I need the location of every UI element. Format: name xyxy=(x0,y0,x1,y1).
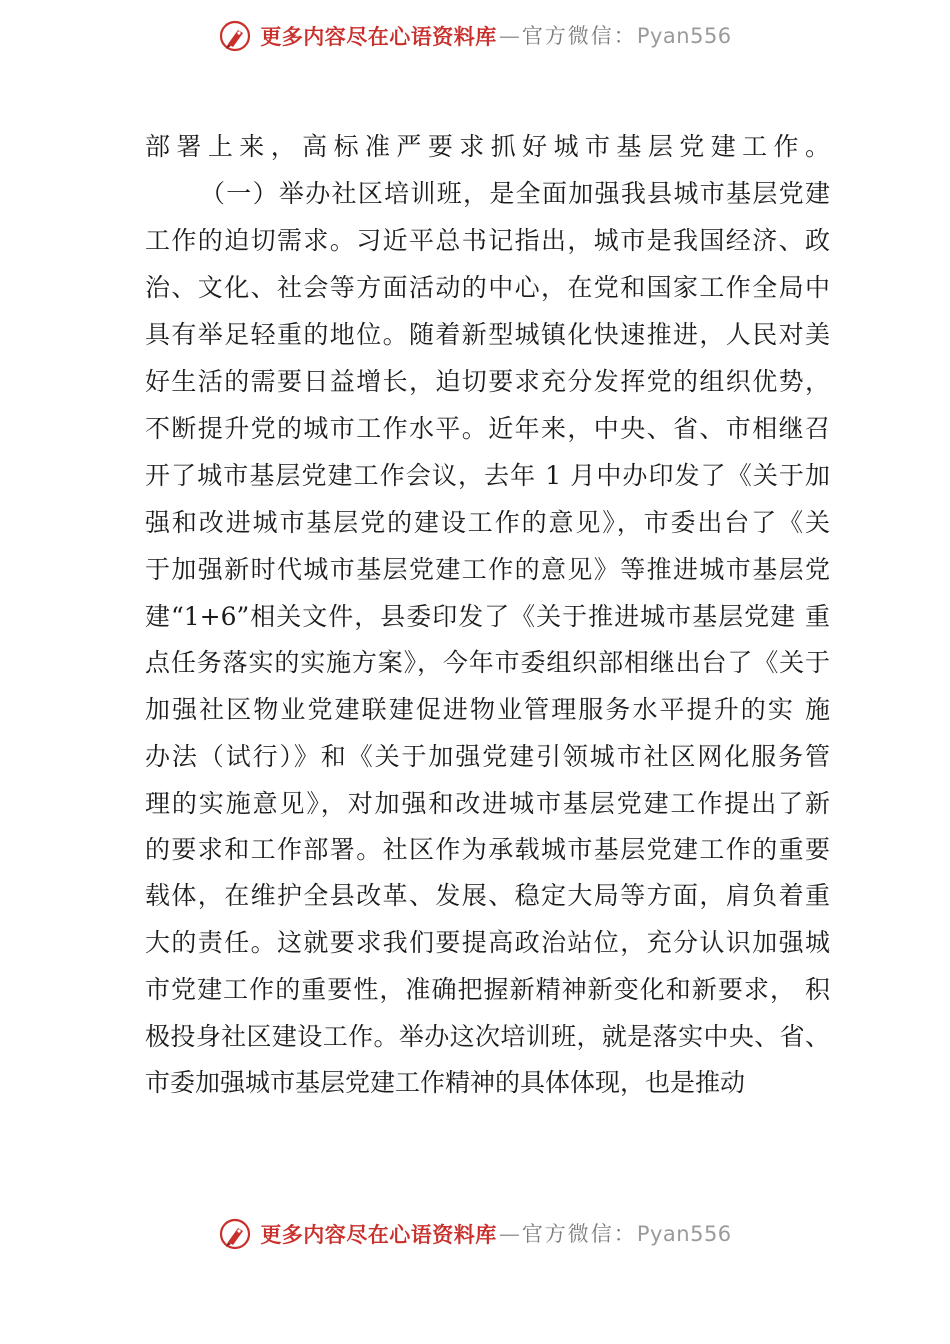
text-line: 理的实施意见》，对加强和改进城市基层党建工作提出了新 xyxy=(145,789,830,818)
text-line: 载体，在维护全县改革、发展、稳定大局等方面，肩负着重 xyxy=(145,881,830,910)
banner-separator: — xyxy=(498,1221,520,1246)
text-line: 部署上来，高标准严要求抓好城市基层党建工作。 xyxy=(145,132,830,161)
header-banner xyxy=(0,16,950,56)
banner-official-label: 官方微信： xyxy=(521,1221,637,1246)
banner-brand: 更多内容尽在心语资料库 xyxy=(260,23,497,49)
text-line: 具有举足轻重的地位。随着新型城镇化快速推进，人民对美 xyxy=(145,320,830,349)
text-line: 的要求和工作部署。社区作为承载城市基层党建工作的重要 xyxy=(145,835,830,864)
text-line: 市委加强城市基层党建工作精神的具体体现，也是推动 xyxy=(145,1068,746,1097)
footer-banner xyxy=(0,1214,950,1254)
banner-text xyxy=(260,23,732,49)
text-line: 办法（试行）》和《关于加强党建引领城市社区网化服务管 xyxy=(145,742,830,771)
banner-wechat-id: Pyan556 xyxy=(636,23,732,48)
text-line: 建“1+6”相关文件，县委印发了《关于推进城市基层党建 重 xyxy=(145,602,830,631)
text-line: 工作的迫切需求。习近平总书记指出，城市是我国经济、政 xyxy=(145,226,830,255)
pen-nib-logo-icon xyxy=(218,19,252,53)
text-line: 市党建工作的重要性，准确把握新精神新变化和新要求， 积 xyxy=(145,975,830,1004)
text-line: 不断提升党的城市工作水平。近年来，中央、省、市相继召 xyxy=(145,414,830,443)
pen-nib-logo-icon xyxy=(218,1217,252,1251)
text-line: 大的责任。这就要求我们要提高政治站位，充分认识加强城 xyxy=(145,928,830,957)
text-line: 加强社区物业党建联建促进物业管理服务水平提升的实 施 xyxy=(145,695,830,724)
banner-wechat-id: Pyan556 xyxy=(636,1221,732,1246)
banner-text xyxy=(260,1221,732,1247)
banner-brand: 更多内容尽在心语资料库 xyxy=(260,1221,497,1247)
text-line: 治、文化、社会等方面活动的中心，在党和国家工作全局中 xyxy=(145,273,830,302)
text-line: 强和改进城市基层党的建设工作的意见》，市委出台了《关 xyxy=(145,508,830,537)
text-line: 开了城市基层党建工作会议，去年 1 月中办印发了《关于加 xyxy=(145,461,830,490)
banner-separator: — xyxy=(498,23,520,48)
text-line: 极投身社区建设工作。举办这次培训班，就是落实中央、省、 xyxy=(145,1022,830,1051)
banner-official-label: 官方微信： xyxy=(521,23,637,48)
text-line: （一）举办社区培训班，是全面加强我县城市基层党建 xyxy=(200,179,830,208)
text-line: 好生活的需要日益增长，迫切要求充分发挥党的组织优势， xyxy=(145,367,830,396)
text-line: 于加强新时代城市基层党建工作的意见》等推进城市基层党 xyxy=(145,555,830,584)
text-line: 点任务落实的实施方案》，今年市委组织部相继出台了《关于 xyxy=(145,648,830,677)
